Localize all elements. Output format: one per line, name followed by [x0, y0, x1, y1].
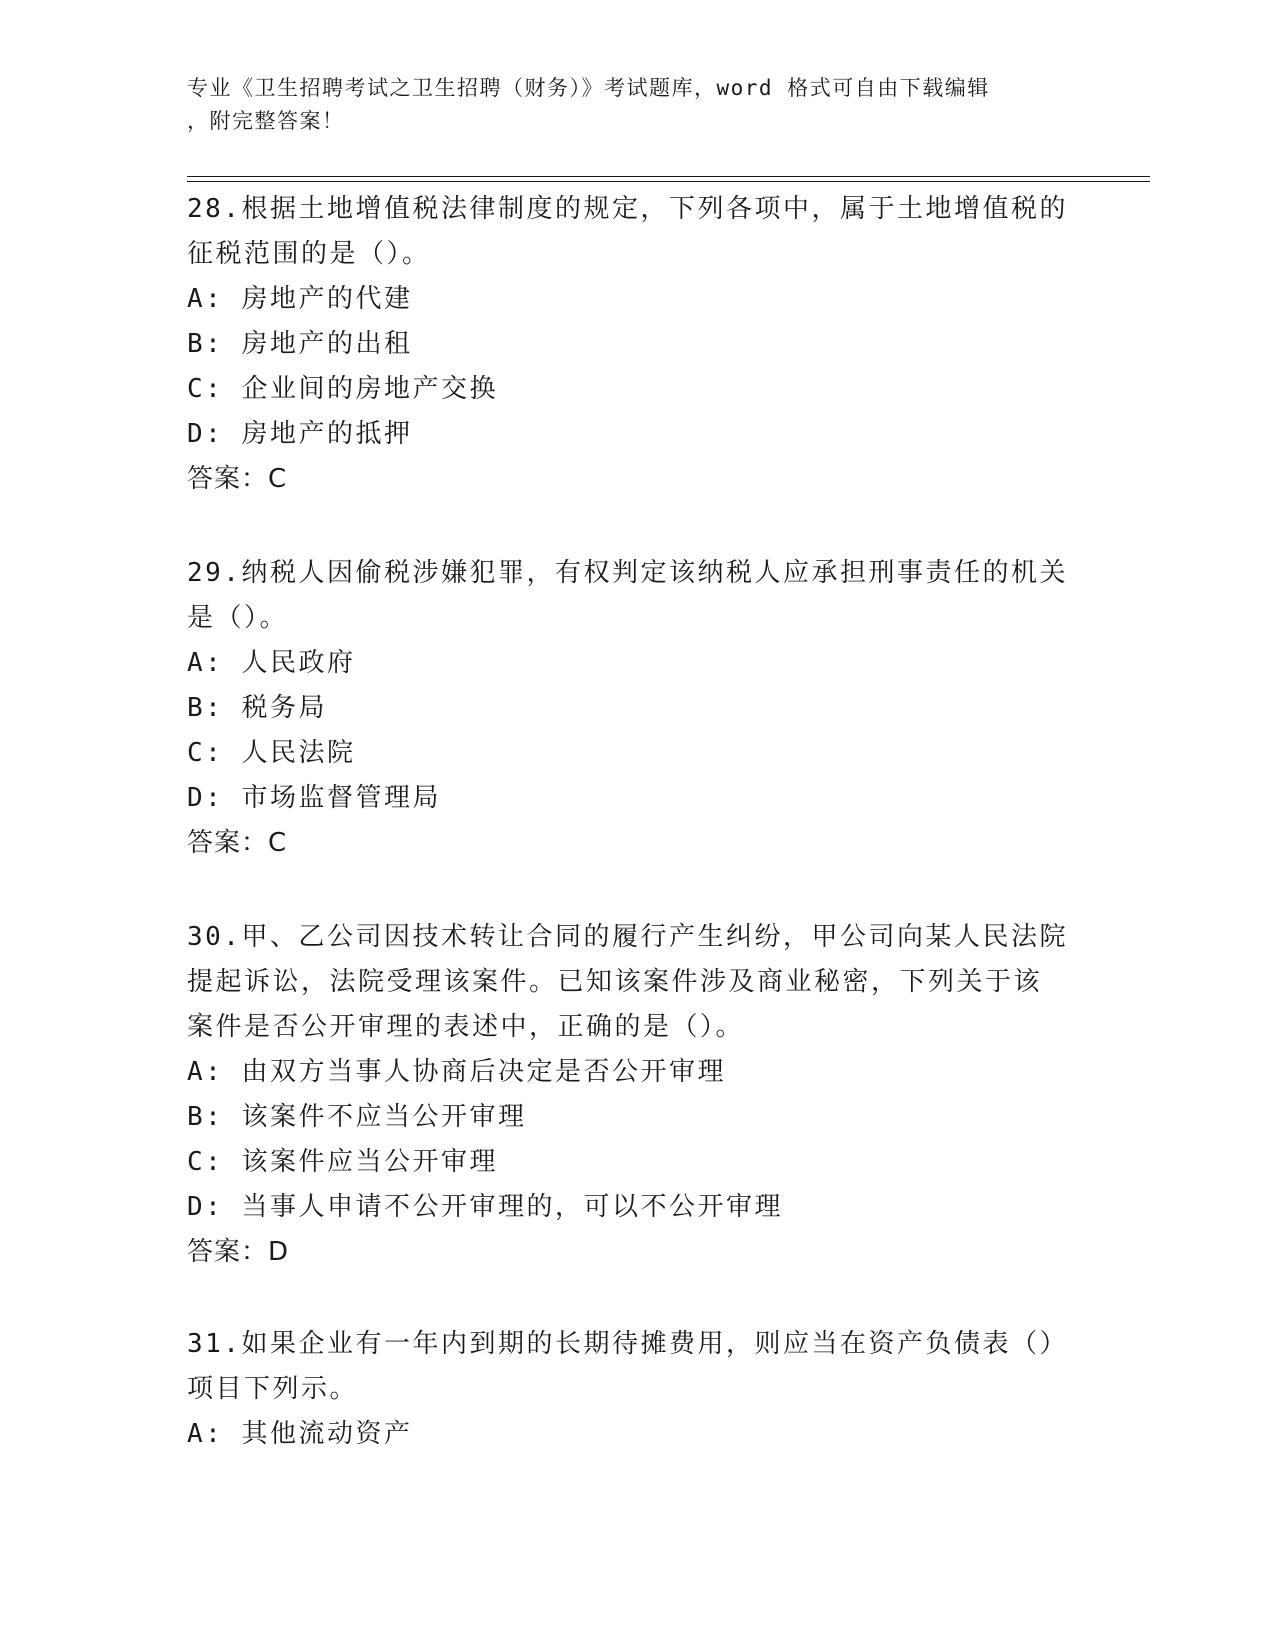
- option-a: A: 由双方当事人协商后决定是否公开审理: [187, 1057, 726, 1087]
- header-divider-bottom: [187, 181, 1150, 182]
- stem-line: 29.纳税人因偷税涉嫌犯罪，有权判定该纳税人应承担刑事责任的机关: [187, 558, 1068, 588]
- option-a: A: 房地产的代建: [187, 284, 413, 314]
- question-stem: [187, 551, 1087, 641]
- question-29: [187, 551, 1087, 866]
- stem-line: 征税范围的是（）。: [187, 239, 431, 269]
- option-c: C: 人民法院: [187, 738, 356, 768]
- question-28: [187, 187, 1087, 502]
- stem-line: 31.如果企业有一年内到期的长期待摊费用，则应当在资产负债表（）: [187, 1329, 1068, 1359]
- question-31: [187, 1322, 1087, 1457]
- option-c: C: 该案件应当公开审理: [187, 1147, 498, 1177]
- header-divider-top: [187, 176, 1150, 177]
- option-d: D: 房地产的抵押: [187, 419, 413, 449]
- answer-label: 答案：D: [187, 1237, 290, 1267]
- stem-line: 28.根据土地增值税法律制度的规定，下列各项中，属于土地增值税的: [187, 194, 1068, 224]
- question-30: [187, 915, 1087, 1275]
- option-c: C: 企业间的房地产交换: [187, 374, 498, 404]
- header-line-2: ，附完整答案！: [187, 109, 345, 133]
- question-stem: [187, 187, 1087, 277]
- question-stem: [187, 1322, 1087, 1412]
- stem-line: 案件是否公开审理的表述中，正确的是（）。: [187, 1012, 745, 1042]
- stem-line: 是（）。: [187, 603, 289, 633]
- option-a: A: 其他流动资产: [187, 1419, 413, 1449]
- answer-label: 答案：C: [187, 464, 288, 494]
- option-d: D: 市场监督管理局: [187, 783, 441, 813]
- option-b: B: 税务局: [187, 693, 327, 723]
- option-b: B: 房地产的出租: [187, 329, 413, 359]
- stem-line: 提起诉讼，法院受理该案件。已知该案件涉及商业秘密，下列关于该: [187, 967, 1043, 997]
- option-b: B: 该案件不应当公开审理: [187, 1102, 527, 1132]
- stem-line: 30.甲、乙公司因技术转让合同的履行产生纠纷，甲公司向某人民法院: [187, 922, 1068, 952]
- stem-line: 项目下列示。: [187, 1374, 359, 1404]
- answer-label: 答案：C: [187, 828, 288, 858]
- question-stem: [187, 915, 1087, 1050]
- option-a: A: 人民政府: [187, 648, 356, 678]
- option-d: D: 当事人申请不公开审理的，可以不公开审理: [187, 1192, 783, 1222]
- header-line-1: 专业《卫生招聘考试之卫生招聘（财务）》考试题库，word 格式可自由下载编辑: [187, 76, 990, 100]
- document-header: [187, 72, 1067, 138]
